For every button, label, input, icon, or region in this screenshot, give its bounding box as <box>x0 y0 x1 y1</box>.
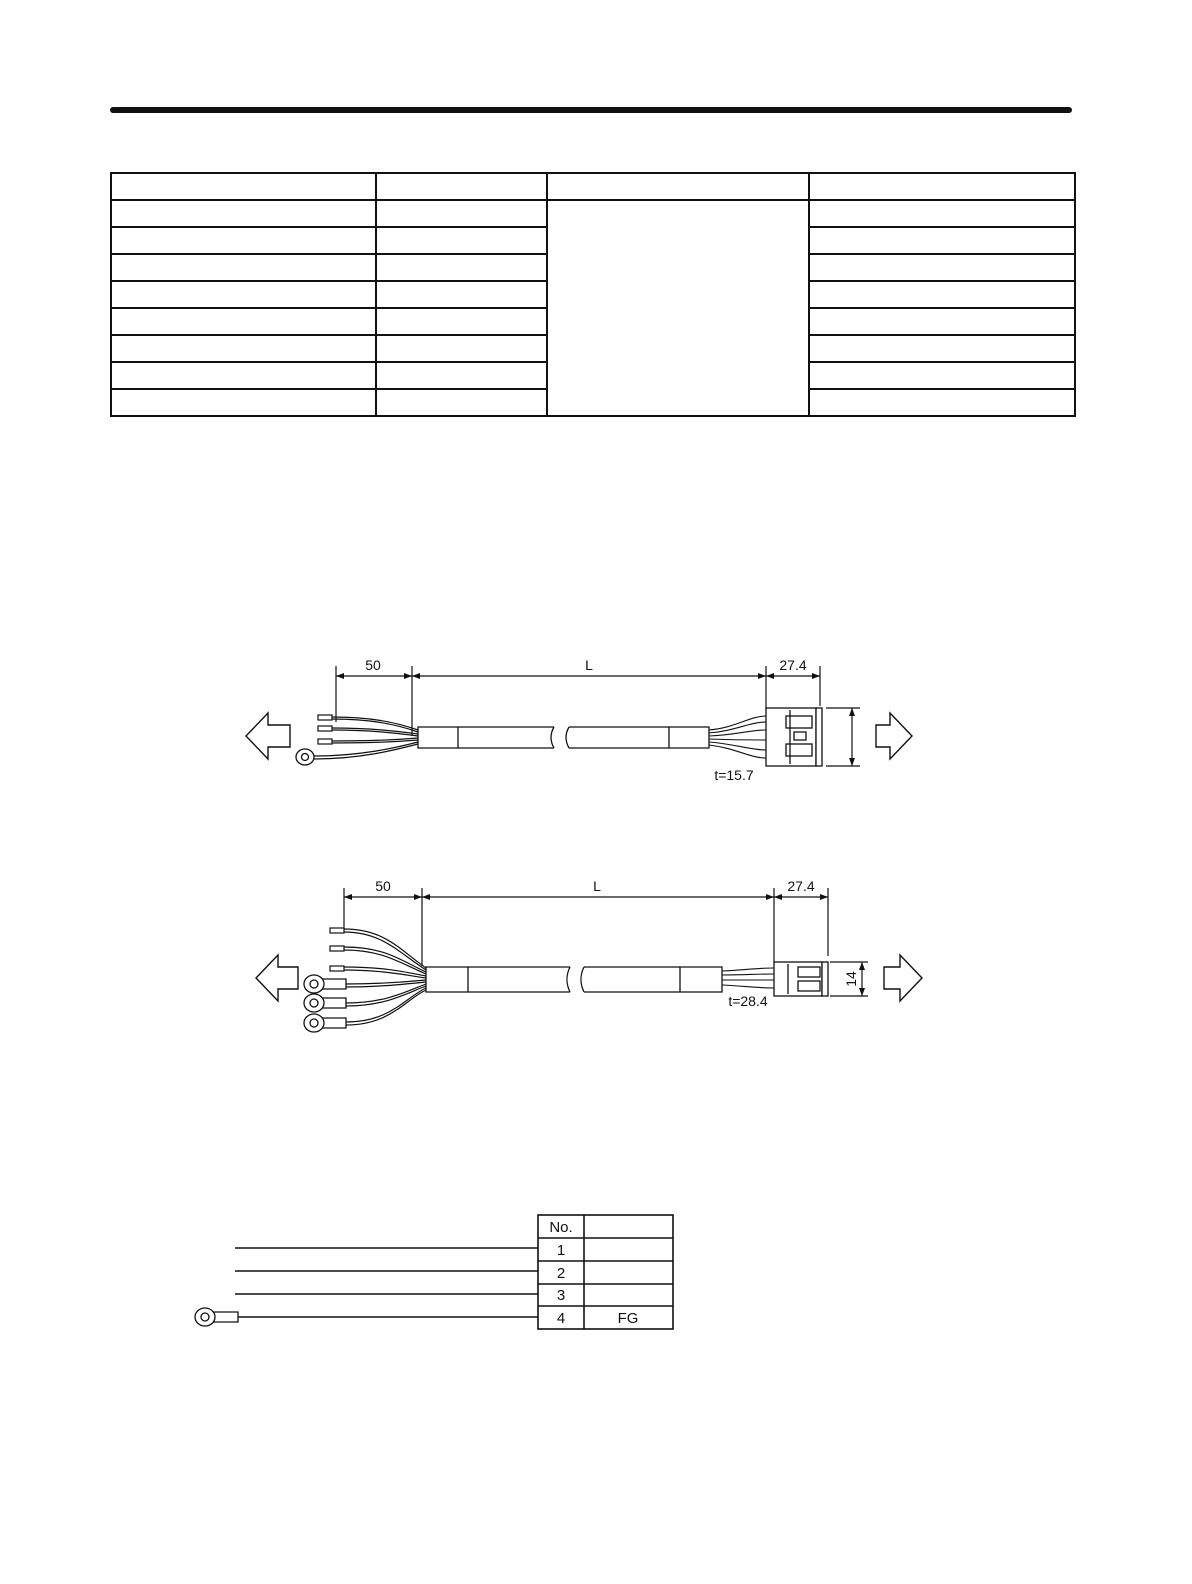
dimension-label: 27.4 <box>787 878 815 894</box>
dimension-label: L <box>593 878 601 894</box>
dimension-label: 27.4 <box>779 657 807 673</box>
ring-terminal-icon <box>195 1308 238 1326</box>
dimension-label: 50 <box>365 657 381 673</box>
dimension-label: 14 <box>843 971 859 987</box>
thickness-label: t=28.4 <box>728 993 768 1009</box>
dimension-label: 50 <box>375 878 391 894</box>
pin-table-header-no: No. <box>549 1219 573 1236</box>
pin-number: 1 <box>556 1242 566 1259</box>
pin-signal: FG <box>617 1310 639 1327</box>
pin-number: 3 <box>556 1287 566 1304</box>
dimension-label: L <box>585 657 593 673</box>
thickness-label: t=15.7 <box>714 767 754 783</box>
pin-number: 2 <box>556 1265 566 1282</box>
pin-number: 4 <box>556 1310 566 1327</box>
